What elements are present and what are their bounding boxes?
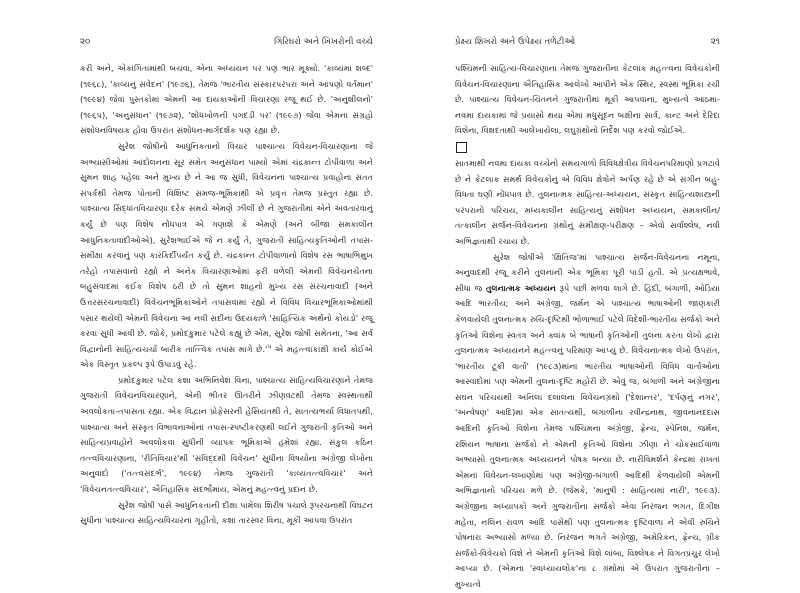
right-running-head	[455, 37, 720, 50]
right-comparative-paragraph	[455, 250, 720, 593]
right-body-text	[455, 61, 720, 593]
left-paragraph-3: પ્રમોદકુમાર પટેલ કશા અભિનિવેશ વિના, પાશ્ચાત્ય સાહિત્યવિચારણાને તેમજ ગુજરાતી વિવેચનવિચારણાને, એની ભીતર ઊતરીને ઝીણવટથી તેમજ સ્વસ્થતાથી અવલોકતા-તપાસતા રહ્યા. એક વિદ્વાન પ્રોફેસરની હેસિયતથી તે, સાતત્યભર્યા વિધાતપથી, પાશ્ચાત્ય અને સંસ્કૃત વિભાવનાઓનાં તપાસ-સ્પષ્ટીકરણથી લઈને ગુજરાતી કૃતિઓ અને સાહિત્યપ્રવાહોને અવલોકવા સુધીની વ્યાપક ભૂમિકાએ હંમેશાં રહ્યા. સંકુલ કઠિન તત્ત્વવિચારણાના, 'રીતિવિચાર'થી 'સંવિદ્દથી વિવેચન' સુધીના વિષયોના અંગ્રેજી લેખોના અનુવાદો ('તત્ત્વસંદર્ભ', ૧૯૯૪) તેમજ ગુજરાતી 'કાવ્યતત્ત્વવિચાર' અને 'વિવેચનતત્ત્વવિચાર', ઐતિહાસિક સંદર્ભોમાંય, એમનું મહત્ત્વનું પ્રદાન છે.	[80, 374, 373, 495]
square-section-marker-icon	[456, 142, 467, 153]
right-section-paragraph: સાતમાથી નવમા દાયકા વચ્ચેનો સમયગાળો વિવિધક્ષેત્રીય વિવેચનપરિમાણો પ્રગટાવે છે ને કેટલાક સમર્થ વિવેચકોનું એ વિવિધ ક્ષેત્રોને અર્પણ રહે છે એ સંગીન બહુ-વિધતા ઘણી નોંધપાત્ર છે. તુલનાત્મક સાહિત્ય-અધ્યયન, સંસ્કૃત સાહિત્યશાસ્ત્રની પરંપરાનો પરિચય, મધ્યકાલીન સાહિત્યનું સંશોધન અધ્યયન, સમકાલીન/તત્કાલીન સર્જન-વિવેચનના ગ્રંથોનું સમીક્ષણ-પરીક્ષણ – એવો સર્વાશ્લેષ, નવી અભિજ્ઞતાથી રચાય છે.	[455, 157, 720, 246]
comparative-text-end: રૂપે પછી મળવા લાગે છે. હિંદી, બંગાળી, ઓડિયા આદિ ભારતીય; અને અંગ્રેજી, જર્મન એ પાશ્ચાત્ય ભાષાઓની જાણકારી કેળવાયેલી તુલનાત્મક રુચિ-દૃષ્ટિથી ભોળાભાઈ પટેલે વિદેશી-ભારતીય સર્જકો અને કૃતિઓ વિશેના સ્વતંત્ર અને ક્વાંક બે ભાષાની કૃતિઓની તુલના કરતા લેખો દ્વારા તુલનાત્મક અધ્યયનને મહત્ત્વનું પરિમાણ આપ્યું છે. વિવેચનાત્મક લેખો ઉપરાંત, 'ભારતીય ટૂંકી વાર્તા' (૧૯૮૩)માંના ભારતીય ભાષાઓની વિવિધ વાર્તાઓના આસ્વાદોમાં પણ એમની તુલના-દૃષ્ટિ મહોરી છે. એવું જ, બંગાળી અને અંગ્રેજીના સઘન પરિચયથી અનિલા દલાલના વિવેચનગ્રંથો ('દેશાન્તર', 'દર્પણનું નગર', 'અન્વેષણ' આદિ)માં એક સાતત્યથી, બંગાળીના રવીન્દ્રનાથ, જીવનાનંદદાસ આદિની કૃતિઓ વિશેના તેમજ પશ્ચિમના અંગ્રેજી, ફ્રેન્ચ, સ્પેનિશ, જર્મન, રશિયન ભાષાના સર્જકો ને એમની કૃતિઓ વિશેના ઝીણા ને ચોકસાઈવાળા અભ્યાસો તુલનાત્મક અધ્યયનને પોષક બન્યા છે. નારીવિમર્શને કેન્દ્રમાં રાખતાં એમનાં વિવેચન-લખાણોમાં પણ અંગ્રેજી-બંગાળી આદિથી કેળવાયેલી એમની અભિજ્ઞતાનો પરિચય મળે છે. (જેમકે, 'માનુષી : સાહિત્યમાં નારી', ૧૯૯૩). અંગ્રેજીના અધ્યાપકો અને ગુજરાતીના સર્જકો એવા નિરંજન ભગત, દિગીશ મહેતા, નલિન રાવળ આદિ પાસેથી પણ તુલનાત્મક દૃષ્ટિવાળા ને એવી રુચિને પોષનારા અભ્યાસો મળ્યા છે. નિરંજન ભગતે અંગ્રેજી, અમેરિકન, ફ્રેન્ચ, ગ્રીક સર્જકો-વિવેચકો વિશે ને એમની કૃતિઓ વિશે લાંબા, વિશ્લેષક ને વિગતપ્રચુર લેખો આપ્યા છે. (એમના 'સ્વાધ્યાયલોક'ના ૮ ગ્રંથોમાં એ ઉપરાંત ગુજરાતીના – મુખ્યત્વે	[455, 282, 720, 589]
comparative-text-start: સુરેશ જોષીએ 'ક્ષિતિજ'માં પાશ્ચાત્ય સર્જન-વિવેચનના નમૂના, અનુવાદથી રજૂ કરીને તુલનાની એક ભૂમિકા પૂરી પાડી હતી. એ પ્રત્યક્ષભાવે, સીધા જ	[455, 251, 720, 293]
right-intro-paragraph: પશ્ચિમની સાહિત્ય-વિચારણાના તેમજ ગુજરાતીના કેટલાક મહત્ત્વના વિવેચકોની વિવેચન-વિચારણાના ઐતિહાસિક આલેખો આપીને એક સ્થિર, સ્વસ્થ ભૂમિકા રચી છે. પાશ્ચાત્ય વિવેચન-ચિંતનને ગુજરાતીમાં મૂકી આપવાના, મુખ્યત્વે આઠમા-નવમા દાયકામાં જે પ્રયાસો થયા એમાં મધુસૂદન બક્ષીના સાર્ત્ર, કાન્ટ અને દેરિદા વિશેના, વિશદતાથી આલેખાયેલા, લઘુગ્રંથોનો નિર્દેશ પણ કરવો જોઈએ.	[455, 63, 720, 136]
right-page	[400, 0, 800, 589]
right-running-title: પ્રેક્ષ્ય શિખરો અને ઉપેક્ષ્ય તળેટીઓ	[455, 37, 576, 47]
left-paragraph-2-tail: એ મહત્ત્વાકાંક્ષી કાર્ય કોઈએ એક વિસ્તૃત પ્રકલ્પ રૂપે ઉપાડવું રહે.	[80, 343, 373, 370]
left-body-text	[80, 61, 373, 529]
left-running-title: ગિરિઘરો અને ખિખરોની વચ્ચે	[274, 37, 373, 47]
left-page	[0, 0, 400, 566]
left-paragraph-2	[80, 139, 373, 373]
left-running-head	[80, 37, 373, 50]
footnote-marker: ૫	[267, 342, 272, 350]
left-paragraph-2-text: સુરેશ જોષીનો આધુનિકતાનો વિચાર પાશ્ચાત્ય વિવેચન-વિચારણાના જે અભ્યાસીઓમાં આંદોલનના સૂર સમેત અનુસંધાન પામ્યો એમાં ચંદ્રકાન્ત ટોપીવાળા અને સુમન શાહ પહેલા અને મુખ્ય છે ને આ જ સુધી, વિવેચનના પાશ્ચાત્ય પ્રવાહોના સતત સંપર્કથી તેમજ પોતાની વિશિષ્ટ સમજ-ભૂમિકાથી એ પ્રવૃત્ત તેમજ પ્રસ્તુત રહ્યા છે. પાશ્ચાત્ય સિદ્ધાંતવિચારણા દરેક સમયે એમણે ઝીલી છે ને ગુજરાતીમાં એને અવતારવાનું કર્યું છે પણ વિશેષ નોંધપાત્ર એ ગણાશે કે એમણે (અને બીજા સમકાલીન આધુનિકતાવાદીઓએ), સુરેશભાઈએ જે ન કર્યું તે, ગુજરાતી સાહિત્યકૃતિઓની તપાસ-સમીક્ષા કરવાનું પણ કારકિર્દીપર્યંત કર્યું છે. ચંદ્રકાન્ત ટોપીવાળાનો વિશેષ રસ ભાષાભિમુખ તરેહો તપાસવાનો રહ્યો ને અનેક વિચારણાઓમાં ફરી વળેલી એમની વિવેચનચેતના બહુસંવાદમાં કંઈક વિશેષ ઠરી છે તો સુમન શાહનો મુખ્ય રસ સંરચનાવાદી (અને ઉત્તરસંરચનાવાદી) વિવેચનભૂમિકાઓને તપાસવામાં રહ્યો ને વિવિધ વિચારભૂમિકાઓમાંથી પસાર થયેલી એમની વિવેચના આ નવી સદીના ઉદયકાળે 'સાહિત્યિક અર્થનો કોયડો' રજૂ કરવા સુધી આવી છે. જોકે, પ્રમોદકુમાર પટેલે કહ્યું છે એમ, સુરેશ જોષી સમેતના, 'આ સર્વ વિદ્વાનોની સાહિત્યચર્ચા બારીક તાત્ત્વિક તપાસ માગે છે.'	[80, 140, 373, 354]
comparative-study-emphasis: તુલનાત્મક અધ્યયન	[485, 282, 557, 293]
right-page-number: ૨૧	[710, 37, 720, 47]
left-paragraph-1: કરી અને, એકાંગિતામાંથી બચવા, એના અધ્યયન પર પણ ભાર મૂક્યો. 'કાવ્યમાં શબ્દ' (૧૯૬૮), 'કાવ્યનું સંવેદન' (૧૯૭૬), તેમજ 'ભારતીય સંસ્કારપરંપરા અને આપણો વર્તમાન' (૧૯૯૪) જેવાં પુસ્તકોમાં એમની આ દાયકાઓની વિચારણા રજૂ થઈ છે. 'અનુશીલનો' (૧૯૬૫), 'અનુસંધાન' (૧૯૭૨), 'શોધખોળની પગદંડી પર' (૧૯૯૭) જેવા એમના સંગ્રહો સંશોધનવિષયક હોવા ઉપરાંત સંશોધન-માર્ગદર્શક પણ રહ્યા છે.	[80, 63, 373, 136]
left-paragraph-4: સુરેશ જોષી પાસે આધુનિકતાની દીક્ષા પામેલા શિરીષ પંચાલે રૂપરચનાથી વિઘટન સુધીના પાશ્ચાત્ય સાહિત્યવિચારનાં ગૃહીતો, કશા તારસ્વર વિના, મૂકી આપવા ઉપરાંત	[80, 499, 373, 526]
left-page-number: ૨૦	[80, 37, 91, 47]
